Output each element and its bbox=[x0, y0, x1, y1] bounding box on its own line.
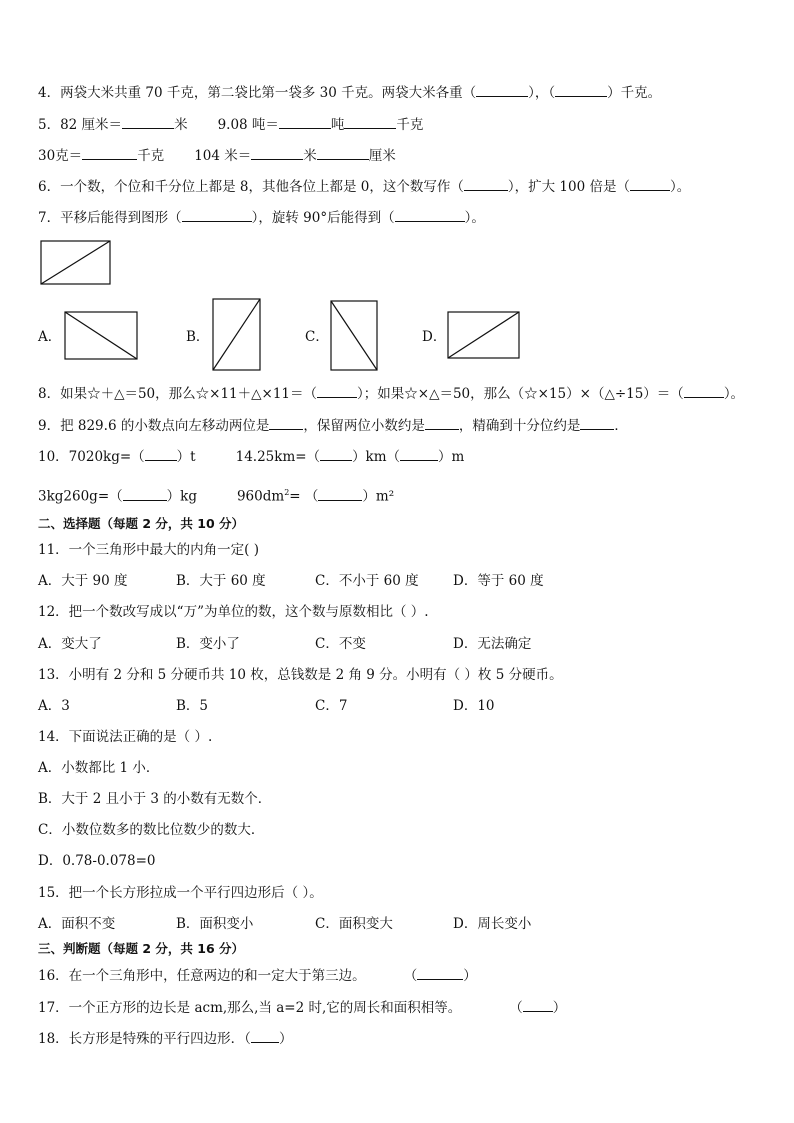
option-b-label: B． bbox=[186, 329, 210, 345]
question-5-row-2: 30克＝ 千克 104 米＝ 米 厘米 bbox=[38, 148, 396, 164]
question-6: 6．一个数，个位和千分位上都是 8，其他各位上都是 0，这个数写作（ ），扩大 100 倍是（ ）。 bbox=[38, 179, 691, 195]
answer-blank[interactable] bbox=[630, 177, 670, 191]
question-14: 14．下面说法正确的是（ ）. bbox=[38, 729, 213, 745]
q12-option-d[interactable]: D．无法确定 bbox=[453, 636, 532, 652]
answer-blank[interactable] bbox=[182, 208, 252, 222]
answer-blank[interactable] bbox=[425, 416, 459, 430]
q15-option-d[interactable]: D．周长变小 bbox=[453, 916, 532, 932]
q13-option-c[interactable]: C．7 bbox=[315, 698, 348, 714]
q12-option-c[interactable]: C．不变 bbox=[315, 636, 366, 652]
question-10-row-2: 3kg260g=（ ）kg $960dm^2=$ （ ）m² bbox=[38, 488, 395, 505]
q11-option-b[interactable]: B．大于 60 度 bbox=[176, 573, 266, 589]
answer-blank[interactable] bbox=[318, 487, 362, 501]
q11-option-d[interactable]: D．等于 60 度 bbox=[453, 573, 544, 589]
answer-blank[interactable] bbox=[464, 177, 508, 191]
option-b-figure[interactable] bbox=[212, 298, 262, 372]
answer-blank[interactable] bbox=[320, 447, 352, 461]
section-3-heading: 三、判断题（每题 2 分，共 16 分） bbox=[38, 941, 245, 956]
question-7: 7．平移后能得到图形（ ），旋转 90°后能得到（ ）。 bbox=[38, 210, 485, 226]
answer-blank[interactable] bbox=[279, 115, 331, 129]
q14-option-a[interactable]: A．小数都比 1 小． bbox=[38, 760, 160, 776]
answer-blank[interactable] bbox=[317, 146, 369, 160]
answer-blank[interactable] bbox=[555, 83, 607, 97]
question-8: 8．如果☆＋△＝50，那么☆×11＋△×11＝（ ）；如果☆×△＝50，那么（☆×15）×（△÷15）＝（ ）。 bbox=[38, 386, 745, 402]
option-c-label: C． bbox=[305, 329, 329, 345]
question-18: 18．长方形是特殊的平行四边形．（ ） bbox=[38, 1031, 293, 1047]
answer-blank[interactable] bbox=[400, 447, 438, 461]
section-2-heading: 二、选择题（每题 2 分，共 10 分） bbox=[38, 516, 245, 531]
q12-option-b[interactable]: B．变小了 bbox=[176, 636, 240, 652]
option-c-figure[interactable] bbox=[330, 300, 379, 372]
q15-option-a[interactable]: A．面积不变 bbox=[38, 916, 116, 932]
question-10-row-1: 10．7020kg=（ ）t 14.25km=（ ）km（ ）m bbox=[38, 449, 465, 465]
answer-blank[interactable] bbox=[251, 146, 303, 160]
q11-option-a[interactable]: A．大于 90 度 bbox=[38, 573, 128, 589]
question-16: 16．在一个三角形中，任意两边的和一定大于第三边。 （ ） bbox=[38, 968, 477, 984]
option-a-label: A． bbox=[38, 329, 62, 345]
answer-blank[interactable] bbox=[476, 83, 528, 97]
answer-blank[interactable] bbox=[344, 115, 396, 129]
q13-option-a[interactable]: A．3 bbox=[38, 698, 70, 714]
option-d-figure[interactable] bbox=[447, 311, 521, 360]
answer-blank[interactable] bbox=[317, 384, 357, 398]
q15-option-c[interactable]: C．面积变大 bbox=[315, 916, 393, 932]
q12-option-a[interactable]: A．变大了 bbox=[38, 636, 102, 652]
q11-option-c[interactable]: C．不小于 60 度 bbox=[315, 573, 419, 589]
answer-blank[interactable] bbox=[684, 384, 724, 398]
option-a-figure[interactable] bbox=[64, 311, 139, 361]
answer-blank[interactable] bbox=[82, 146, 137, 160]
q14-option-d[interactable]: D．0.78-0.078=0 bbox=[38, 853, 156, 869]
question-17: 17．一个正方形的边长是 acm,那么,当 a=2 时,它的周长和面积相等。 （ ） bbox=[38, 1000, 567, 1016]
question-5-row-1: 5．82 厘米＝ 米 9.08 吨＝ 吨 千克 bbox=[38, 117, 424, 133]
option-d-label: D． bbox=[422, 329, 447, 345]
question-12: 12．把一个数改写成以“万”为单位的数，这个数与原数相比（ ）. bbox=[38, 604, 429, 620]
answer-blank[interactable] bbox=[269, 416, 303, 430]
question-9: 9．把 829.6 的小数点向左移动两位是 ，保留两位小数约是 ，精确到十分位约是 ． bbox=[38, 418, 628, 434]
answer-blank[interactable] bbox=[122, 115, 174, 129]
q13-option-b[interactable]: B．5 bbox=[176, 698, 209, 714]
q13-option-d[interactable]: D．10 bbox=[453, 698, 495, 714]
answer-blank[interactable] bbox=[145, 447, 177, 461]
question-15: 15．把一个长方形拉成一个平行四边形后（ ）。 bbox=[38, 885, 323, 901]
q14-option-b[interactable]: B．大于 2 且小于 3 的小数有无数个． bbox=[38, 791, 272, 807]
question-11: 11．一个三角形中最大的内角一定( ) bbox=[38, 542, 260, 558]
answer-blank[interactable] bbox=[523, 998, 553, 1012]
answer-blank[interactable] bbox=[251, 1029, 279, 1043]
original-rectangle-figure bbox=[40, 240, 112, 286]
answer-blank[interactable] bbox=[395, 208, 465, 222]
answer-blank[interactable] bbox=[580, 416, 614, 430]
question-13: 13．小明有 2 分和 5 分硬币共 10 枚，总钱数是 2 角 9 分。小明有（ ）枚 5 分硬币。 bbox=[38, 667, 563, 683]
answer-blank[interactable] bbox=[123, 487, 167, 501]
q15-option-b[interactable]: B．面积变小 bbox=[176, 916, 254, 932]
answer-blank[interactable] bbox=[417, 966, 463, 980]
question-4: 4．两袋大米共重 70 千克，第二袋比第一袋多 30 千克。两袋大米各重（ ），（ ）千克。 bbox=[38, 85, 662, 101]
q14-option-c[interactable]: C．小数位数多的数比位数少的数大． bbox=[38, 822, 265, 838]
